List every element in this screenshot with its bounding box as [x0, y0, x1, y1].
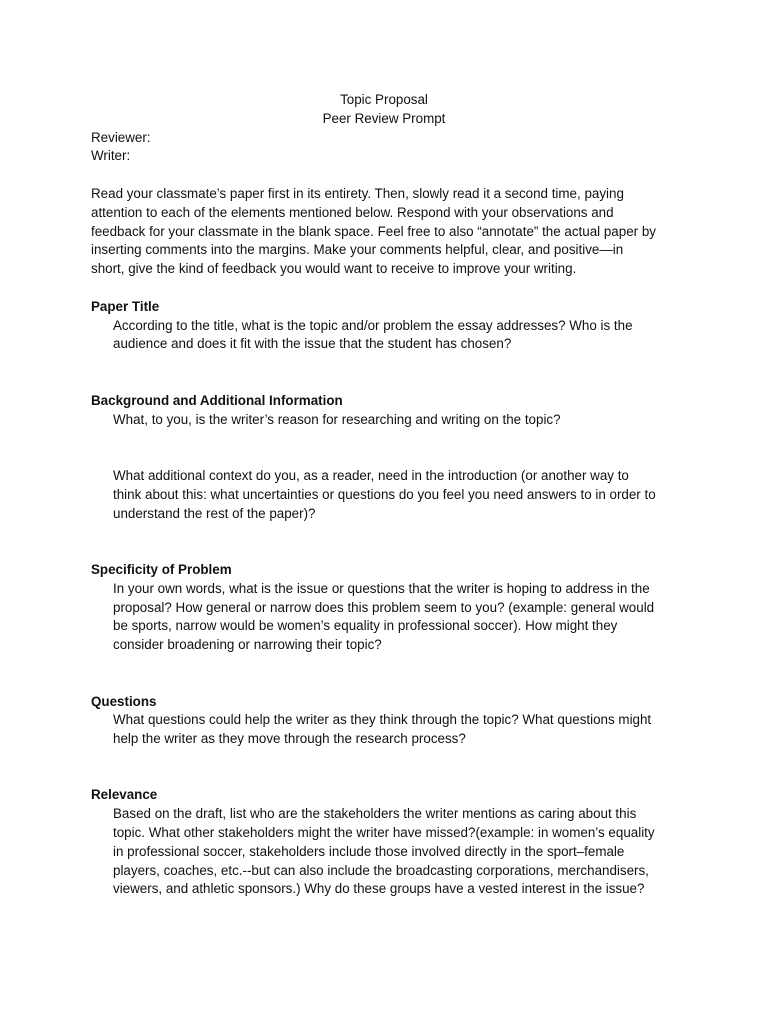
intro-line: short, give the kind of feedback you would want to receive to improve your writing.	[91, 261, 577, 277]
section-body-background	[91, 411, 691, 524]
section-heading-background: Background and Additional Information	[91, 392, 343, 408]
section-heading-paper-title: Paper Title	[91, 298, 160, 314]
body-line: What questions could help the writer as they think through the topic? What questions might	[113, 712, 652, 728]
body-line: According to the title, what is the topic and/or problem the essay addresses? Who is the	[113, 317, 633, 333]
section-heading-questions: Questions	[91, 693, 157, 709]
section-heading-specificity: Specificity of Problem	[91, 561, 232, 577]
body-line: proposal? How general or narrow does this problem seem to you? (example: general would	[113, 599, 655, 615]
body-line: What additional context do you, as a reader, need in the introduction (or another way to	[113, 467, 629, 483]
section-body-specificity	[91, 580, 691, 655]
body-line: in professional soccer, stakeholders include those involved directly in the sport–female	[113, 843, 625, 859]
section-body-questions	[91, 711, 691, 749]
intro-line: attention to each of the elements mentioned below. Respond with your observations and	[91, 204, 614, 220]
body-line: In your own words, what is the issue or questions that the writer is hoping to address in the	[113, 580, 650, 596]
document-subtitle: Peer Review Prompt	[322, 110, 446, 126]
body-line: Based on the draft, list who are the stakeholders the writer mentions as caring about this	[113, 806, 637, 822]
body-line: What, to you, is the writer’s reason for researching and writing on the topic?	[113, 411, 561, 427]
writer-label: Writer:	[91, 148, 131, 164]
body-line: consider broadening or narrowing their topic?	[113, 637, 382, 653]
body-line: be sports, narrow would be women’s equality in professional soccer). How might they	[113, 618, 618, 634]
section-body-paper-title	[91, 317, 691, 355]
body-line: help the writer as they move through the research process?	[113, 731, 466, 747]
body-line: think about this: what uncertainties or questions do you feel you need answers to in order to	[113, 486, 656, 502]
body-line: players, coaches, etc.--but can also include the broadcasting corporations, merchandisers,	[113, 862, 649, 878]
intro-line: inserting comments into the margins. Make your comments helpful, clear, and positive—in	[91, 242, 624, 258]
document-content	[91, 91, 691, 899]
intro-line: Read your classmate’s paper first in its entirety. Then, slowly read it a second time, paying	[91, 185, 624, 201]
section-body-relevance	[91, 805, 691, 899]
reviewer-label: Reviewer:	[91, 129, 151, 145]
section-heading-relevance: Relevance	[91, 787, 158, 803]
document-title: Topic Proposal	[340, 92, 428, 107]
intro-line: feedback for your classmate in the blank space. Feel free to also “annotate” the actual paper by	[91, 223, 656, 239]
body-line: topic. What other stakeholders might the writer have missed?(example: in women’s equality	[113, 825, 655, 841]
body-line: understand the rest of the paper)?	[113, 505, 316, 521]
body-line: audience and does it fit with the issue that the student has chosen?	[113, 336, 512, 352]
body-line: viewers, and athletic sponsors.) Why do these groups have a vested interest in the issue?	[113, 881, 645, 897]
intro-paragraph	[91, 185, 691, 279]
